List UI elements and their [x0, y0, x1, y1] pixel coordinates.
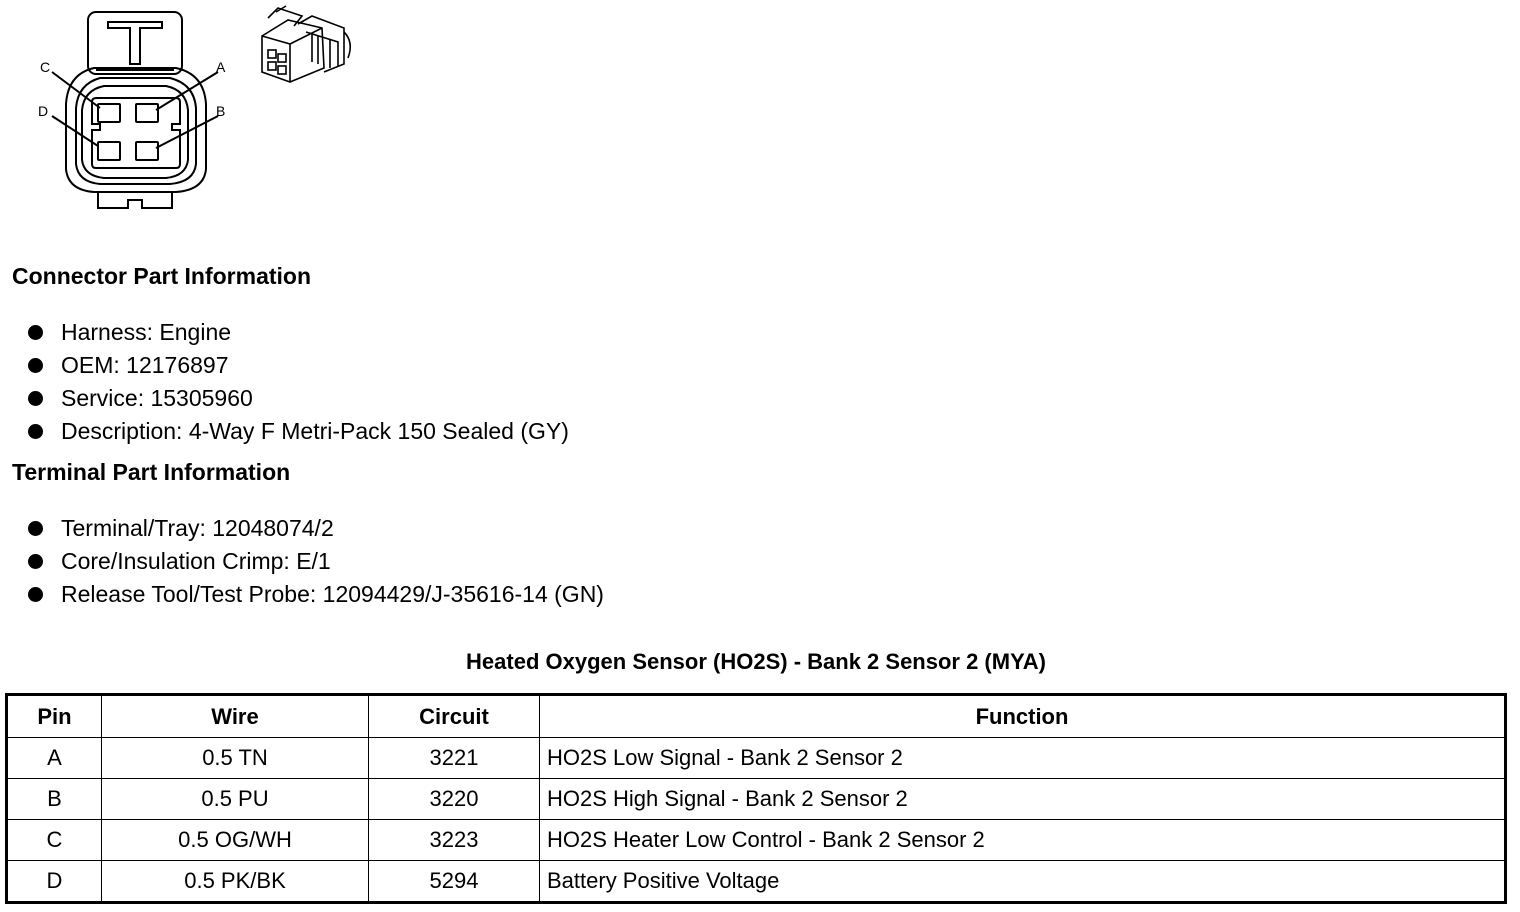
cell-function: Battery Positive Voltage — [540, 861, 1506, 903]
pinout-table — [5, 693, 1507, 904]
list-item — [28, 316, 569, 349]
cell-pin: A — [7, 738, 102, 779]
list-item-text: OEM: 12176897 — [61, 352, 229, 378]
bullet-icon — [28, 325, 43, 340]
table-row — [7, 779, 1506, 820]
list-item — [28, 545, 604, 578]
cell-wire: 0.5 PK/BK — [102, 861, 369, 903]
list-item-text: Description: 4-Way F Metri-Pack 150 Sealed (GY) — [61, 418, 569, 444]
connector-part-info-heading: Connector Part Information — [12, 263, 312, 289]
bullet-icon — [28, 391, 43, 406]
terminal-part-info-list — [28, 512, 604, 611]
cell-pin: B — [7, 779, 102, 820]
list-item-text: Service: 15305960 — [61, 385, 253, 411]
table-row — [7, 861, 1506, 903]
connector-part-info-list — [28, 316, 569, 448]
bullet-icon — [28, 587, 43, 602]
list-item — [28, 349, 569, 382]
list-item-text: Release Tool/Test Probe: 12094429/J-35616-14 (GN) — [61, 581, 604, 607]
table-row — [7, 738, 1506, 779]
column-header-function: Function — [540, 695, 1506, 738]
cell-wire: 0.5 OG/WH — [102, 820, 369, 861]
bullet-icon — [28, 358, 43, 373]
cell-pin: C — [7, 820, 102, 861]
cell-wire: 0.5 TN — [102, 738, 369, 779]
table-header-row — [7, 695, 1506, 738]
column-header-wire: Wire — [102, 695, 369, 738]
cell-function: HO2S High Signal - Bank 2 Sensor 2 — [540, 779, 1506, 820]
terminal-part-info-heading: Terminal Part Information — [12, 459, 291, 485]
table-caption: Heated Oxygen Sensor (HO2S) - Bank 2 Sensor 2 (MYA) — [466, 649, 1046, 674]
cell-circuit: 5294 — [369, 861, 540, 903]
list-item-text: Core/Insulation Crimp: E/1 — [61, 548, 331, 574]
cell-circuit: 3221 — [369, 738, 540, 779]
column-header-circuit: Circuit — [369, 695, 540, 738]
list-item-text: Terminal/Tray: 12048074/2 — [61, 515, 334, 541]
bullet-icon — [28, 521, 43, 536]
pin-label-b: B — [216, 103, 226, 119]
cell-function: HO2S Low Signal - Bank 2 Sensor 2 — [540, 738, 1506, 779]
cell-function: HO2S Heater Low Control - Bank 2 Sensor 2 — [540, 820, 1506, 861]
pin-label-d: D — [38, 103, 49, 119]
cell-pin: D — [7, 861, 102, 903]
pin-label-a: A — [216, 59, 226, 75]
connector-face-diagram — [36, 4, 236, 214]
list-item — [28, 512, 604, 545]
list-item-text: Harness: Engine — [61, 319, 232, 345]
cell-circuit: 3223 — [369, 820, 540, 861]
pin-label-c: C — [40, 59, 51, 75]
connector-isometric-diagram — [254, 2, 358, 86]
list-item — [28, 382, 569, 415]
list-item — [28, 578, 604, 611]
cell-circuit: 3220 — [369, 779, 540, 820]
cell-wire: 0.5 PU — [102, 779, 369, 820]
bullet-icon — [28, 554, 43, 569]
table-row — [7, 820, 1506, 861]
list-item — [28, 415, 569, 448]
bullet-icon — [28, 424, 43, 439]
column-header-pin: Pin — [7, 695, 102, 738]
